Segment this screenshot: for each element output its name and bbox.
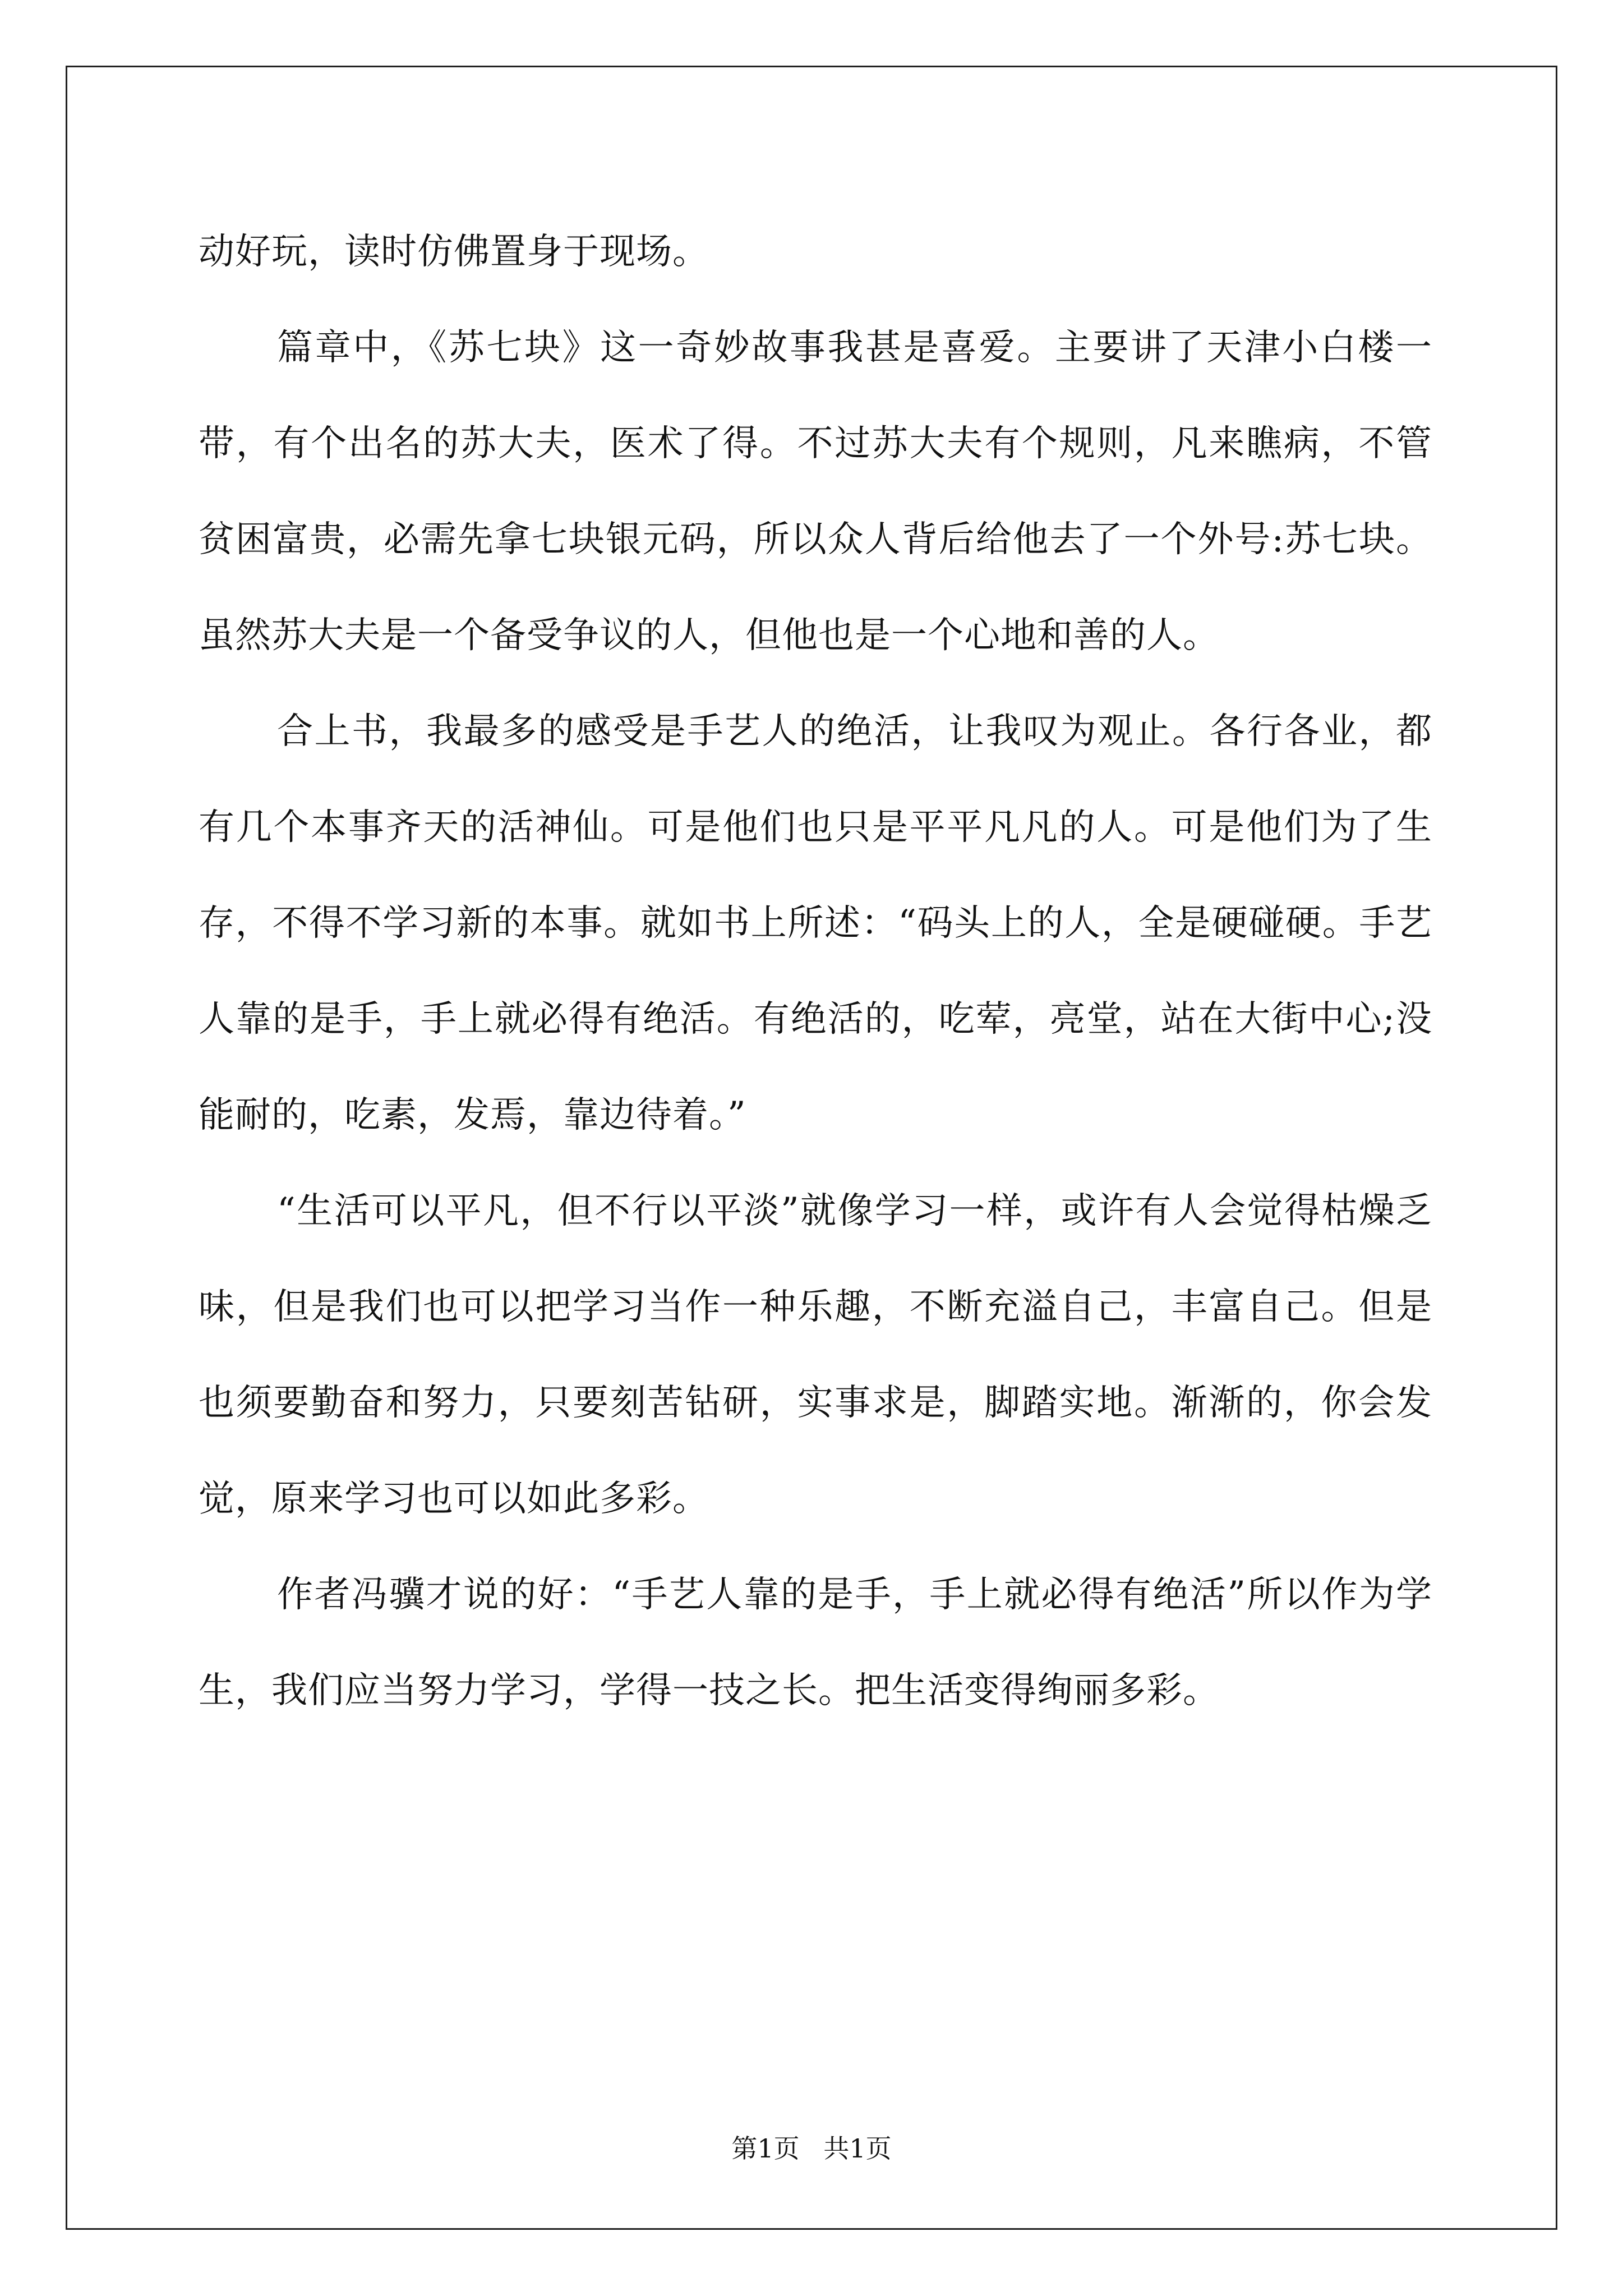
page-total: 共1页 bbox=[823, 2133, 892, 2164]
paragraph-continuation: 动好玩，读时仿佛置身于现场。 bbox=[199, 231, 709, 273]
paragraph: “生活可以平凡，但不行以平淡”就像学习一样，或许有人会觉得枯燥乏味，但是我们也可以把学习当作一种乐趣，不断充溢自己，丰富自己。但是也须要勤奋和努力，只要刻苦钻研，实事求是，脚踏实地。渐渐的，你会发觉，原来学习也可以如此多彩。 bbox=[199, 1190, 1432, 1520]
page-footer bbox=[0, 2132, 1623, 2165]
paragraph: 篇章中，《苏七块》这一奇妙故事我甚是喜爱。主要讲了天津小白楼一带，有个出名的苏大夫，医术了得。不过苏大夫有个规则，凡来瞧病，不管贫困富贵，必需先拿七块银元码，所以众人背后给他去了一个外号:苏七块。虽然苏大夫是一个备受争议的人，但他也是一个心地和善的人。 bbox=[199, 327, 1432, 656]
paragraph: 作者冯骥才说的好：“手艺人靠的是手，手上就必得有绝活”所以作为学生，我们应当努力学习，学得一技之长。把生活变得绚丽多彩。 bbox=[199, 1574, 1432, 1711]
paragraph: 合上书，我最多的感受是手艺人的绝活，让我叹为观止。各行各业，都有几个本事齐天的活神仙。可是他们也只是平平凡凡的人。可是他们为了生存，不得不学习新的本事。就如书上所述：“码头上的人，全是硬碰硬。手艺人靠的是手，手上就必得有绝活。有绝活的，吃荤，亮堂，站在大街中心;没能耐的，吃素，发焉，靠边待着。” bbox=[199, 711, 1432, 1136]
page-number: 第1页 bbox=[731, 2133, 800, 2164]
document-body bbox=[199, 204, 1432, 1739]
